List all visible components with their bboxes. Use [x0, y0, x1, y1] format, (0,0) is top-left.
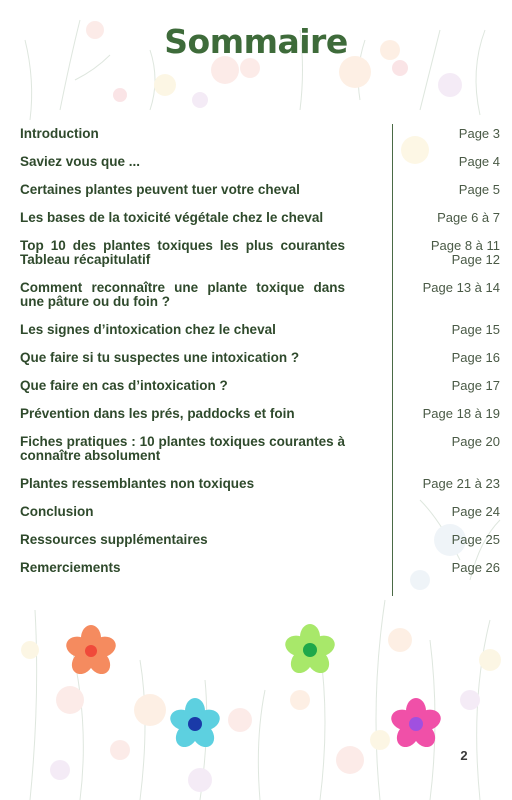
toc-entry-title: Remerciements — [20, 560, 121, 575]
toc-entry-pages: Page 4 — [458, 154, 500, 169]
toc-entry-title: Comment reconnaître une plante toxique dans une pâture ou du foin ? — [20, 280, 345, 309]
toc-entry-pages: Page 25 — [451, 532, 500, 547]
toc-entry-pages: Page 21 à 23 — [422, 476, 500, 491]
toc-entry-pages: Page 13 à 14 — [422, 280, 500, 295]
orange-flower-icon — [64, 624, 118, 678]
pink-flower-icon — [389, 697, 443, 751]
toc-entry-pages: Page 8 à 11 Page 12 — [430, 238, 500, 267]
toc-entry-title: Certaines plantes peuvent tuer votre cheval — [20, 182, 300, 197]
toc-entry-title: Fiches pratiques : 10 plantes toxiques courantes à connaître absolument — [20, 434, 345, 463]
toc-entry-title: Top 10 des plantes toxiques les plus courantes Tableau récapitulatif — [20, 238, 345, 267]
green-flower-icon — [283, 623, 337, 677]
page-number: 2 — [460, 748, 468, 763]
cyan-flower-icon — [168, 697, 222, 751]
toc-entry-title: Que faire en cas d’intoxication ? — [20, 378, 228, 393]
toc-entry-pages: Page 16 — [451, 350, 500, 365]
toc-entry-pages: Page 3 — [458, 126, 500, 141]
toc-entry-pages: Page 24 — [451, 504, 500, 519]
toc-entry-title: Prévention dans les prés, paddocks et foin — [20, 406, 295, 421]
toc-entry-title: Conclusion — [20, 504, 94, 519]
toc-entry-title: Saviez vous que ... — [20, 154, 141, 169]
toc-entry-pages: Page 18 à 19 — [422, 406, 500, 421]
toc-entry-title: Introduction — [20, 126, 99, 141]
toc-entry-title: Plantes ressemblantes non toxiques — [20, 476, 255, 491]
toc-entry-pages: Page 6 à 7 — [437, 210, 500, 225]
page-title: Sommaire — [164, 22, 348, 61]
toc-entry-pages: Page 5 — [458, 182, 500, 197]
toc-entry-title: Les signes d’intoxication chez le cheval — [20, 322, 276, 337]
toc-entry-pages: Page 17 — [451, 378, 500, 393]
toc-entry-pages: Page 15 — [451, 322, 500, 337]
toc-entry-title: Les bases de la toxicité végétale chez le cheval — [20, 210, 324, 225]
toc-entry-pages: Page 20 — [451, 434, 500, 449]
toc-entry-title: Que faire si tu suspectes une intoxication ? — [20, 350, 300, 365]
toc-entry-pages: Page 26 — [451, 560, 500, 575]
toc-entry-title: Ressources supplémentaires — [20, 532, 208, 547]
